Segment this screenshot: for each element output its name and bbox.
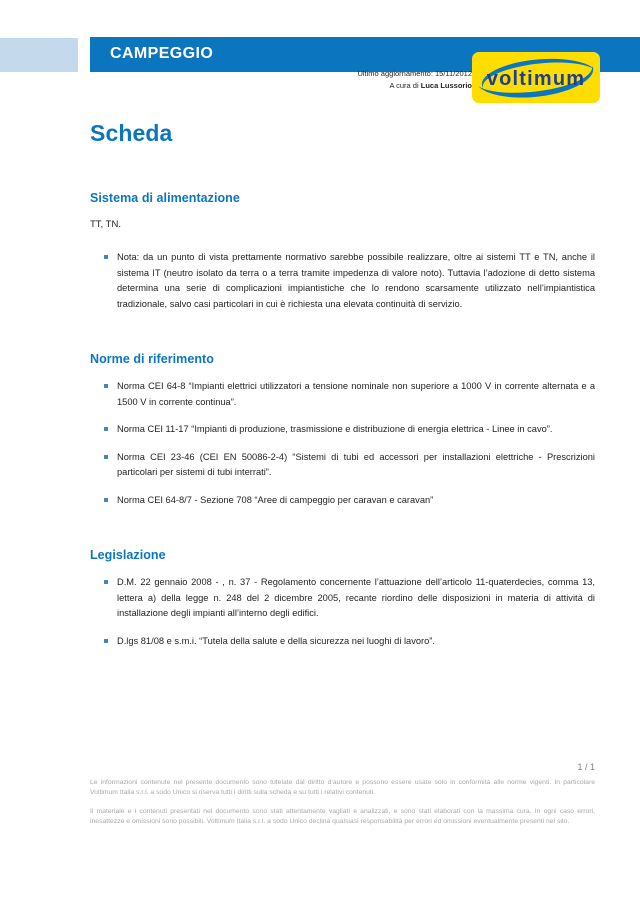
section-paragraph: TT, TN. <box>90 219 121 230</box>
header-metadata <box>357 68 472 92</box>
bullet-list <box>90 379 595 508</box>
list-item: Norma CEI 23-46 (CEI EN 50086-2-4) “Sistemi di tubi ed accessori per installazioni elettriche - Prescrizioni particolari per sistemi di tubi interrati”. <box>90 450 595 481</box>
list-item: D.lgs 81/08 e s.m.i. “Tutela della salute e della sicurezza nei luoghi di lavoro”. <box>90 634 595 650</box>
document-content <box>90 120 595 655</box>
list-item: Norma CEI 64-8 “Impianti elettrici utilizzatori a tensione nominale non superiore a 1000 V in corrente alternata e a 1500 V in corrente continua”. <box>90 379 595 410</box>
logo-wordmark: voltimum <box>486 68 586 90</box>
page-number: 1 / 1 <box>577 762 595 772</box>
bullet-list <box>90 575 595 649</box>
last-update-text: Ultimo aggiornamento: 15/11/2012 <box>357 69 472 78</box>
voltimum-logo[interactable] <box>472 52 600 103</box>
section-sistema-di-alimentazione <box>90 191 595 312</box>
copyright-notice: Le informazioni contenute nel presente documento sono tutelate dal diritto d’autore e possono essere usate solo in conformità alle norme vigenti. In particolare Voltimum Italia s.r.l. a sodo Unico si riserva tutti i diritti sulla scheda e su tutti i relativi contenuti. <box>90 779 595 796</box>
section-norme-di-riferimento <box>90 352 595 508</box>
author-line <box>357 80 472 92</box>
page-footer <box>90 762 595 836</box>
section-heading: Legislazione <box>90 548 166 562</box>
page-title: Scheda <box>90 120 173 146</box>
list-item: D.M. 22 gennaio 2008 - , n. 37 - Regolamento concernente l’attuazione dell’articolo 11-quaterdecies, comma 13, lettera a) della legge n. 248 del 2 dicembre 2005, recante riordino delle disposizioni in materia di attività di installazione degli impianti all’interno degli edifici. <box>90 575 595 622</box>
page-header <box>0 0 640 108</box>
list-item: Nota: da un punto di vista prettamente normativo sarebbe possibile realizzare, oltre ai sistemi TT e TN, anche il sistema IT (neutro isolato da terra o a terra tramite impedenza di valore noto). Tuttavia l’adozione di detto sistema determina una serie di complicazioni impiantistiche che lo rendono scarsamente utilizzato nell’impiantistica tradizionale, salvo casi particolari in cui è richiesta una elevata continuità di servizio. <box>90 250 595 312</box>
author-prefix: A cura di <box>389 81 421 90</box>
bullet-list <box>90 250 595 312</box>
disclaimer-notice: Il materiale e i contenuti presentati nel documento sono stati attentamente vagliati e analizzati, e sono stati elaborati con la massima cura. In ogni caso errori, inesattezze e omissioni sono possibili. Voltimum Italia s.r.l. a sodo Unico declina qualsiasi responsabilità per errori ed omissioni eventualmente presenti nel sito. <box>90 808 595 825</box>
header-title: CAMPEGGIO <box>110 45 214 62</box>
section-heading: Norme di riferimento <box>90 352 214 366</box>
list-item: Norma CEI 64-8/7 - Sezione 708 “Aree di campeggio per caravan e caravan” <box>90 493 595 509</box>
section-legislazione <box>90 548 595 649</box>
header-accent-block <box>0 38 78 72</box>
section-heading: Sistema di alimentazione <box>90 191 240 205</box>
list-item: Norma CEI 11-17 “Impianti di produzione, trasmissione e distribuzione di energia elettrica - Linee in cavo”. <box>90 422 595 438</box>
author-name: Luca Lussorio <box>420 81 472 90</box>
